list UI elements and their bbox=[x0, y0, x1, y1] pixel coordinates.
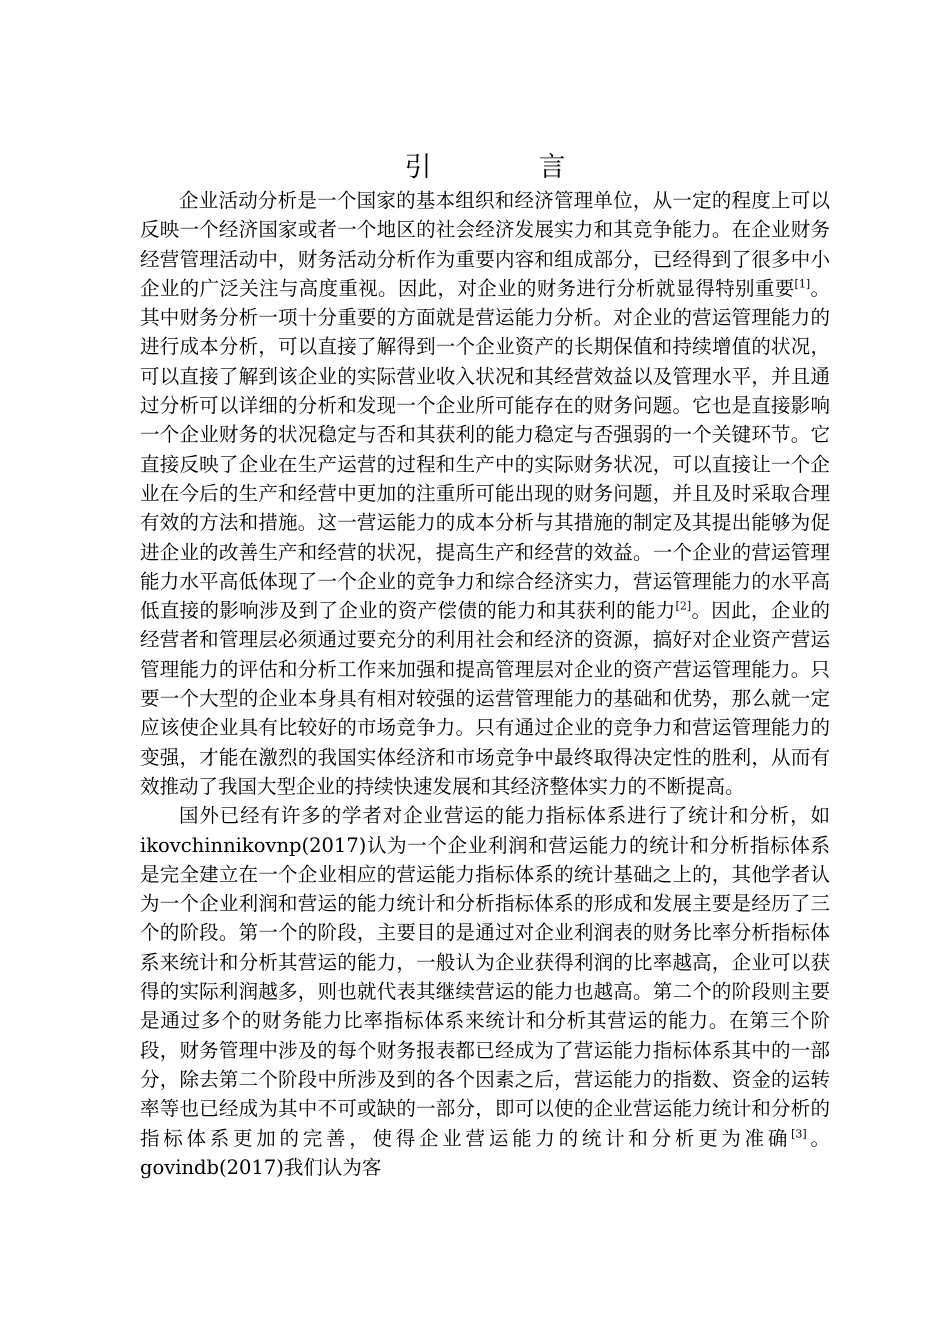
citation: [2] bbox=[675, 599, 692, 613]
document-page bbox=[140, 150, 830, 1182]
paragraph-text: 。其中财务分析一项十分重要的方面就是营运能力分析。对企业的营运管理能力的进行成本分析，可以直接了解得到一个企业资产的长期保值和持续增值的状况，可以直接了解到该企业的实际营业收入状况和其经营效益以及管理水平，并且通过分析可以详细的分析和发现一个企业所可能存在的财务问题。它也是直接影响一个企业财务的状况稳定与否和其获利的能力稳定与否强弱的一个关键环节。它直接反映了企业在生产运营的过程和生产中的实际财务状况，可以直接让一个企业在今后的生产和经营中更加的注重所可能出现的财务问题，并且及时采取合理有效的方法和措施。这一营运能力的成本分析与其措施的制定及其提出能够为促进企业的改善生产和经营的状况，提高生产和经营的效益。一个企业的营运管理能力水平高低体现了一个企业的竞争力和综合经济实力，营运管理能力的水平高低直接的影响涉及到了企业的资产偿债的能力和其获利的能力 bbox=[140, 276, 830, 623]
paragraph-2 bbox=[140, 801, 830, 1182]
citation: [3] bbox=[791, 1127, 807, 1140]
paragraph-text: 。因此，企业的经营者和管理层必须通过要充分的利用社会和经济的资源，搞好对企业资产营运管理能力的评估和分析工作来加强和提高管理层对企业的资产营运管理能力。只要一个大型的企业本身具有相对较强的运营管理能力的基础和优势，那么就一定应该使企业具有比较好的市场竞争力。只有通过企业的竞争力和营运管理能力的变强，才能在激烈的我国实体经济和市场竞争中最终取得决定性的胜利，从而有效推动了我国大型企业的持续快速发展和其经济整体实力的不断提高。 bbox=[140, 599, 830, 798]
paragraph-text: 。govindb(2017)我们认为客 bbox=[140, 1126, 830, 1179]
paragraph-1 bbox=[140, 186, 830, 801]
paragraph-text: 企业活动分析是一个国家的基本组织和经济管理单位，从一定的程度上可以反映一个经济国家或者一个地区的社会经济发展实力和其竞争能力。在企业财务经营管理活动中，财务活动分析作为重要内容和组成部分，已经得到了很多中小企业的广泛关注与高度重视。因此，对企业的财务进行分析就显得特别重要 bbox=[140, 189, 830, 300]
section-title: 引 言 bbox=[404, 152, 606, 183]
paragraph-text: 国外已经有许多的学者对企业营运的能力指标体系进行了统计和分析，如 ikovchinnikovnp(2017)认为一个企业利润和营运能力的统计和分析指标体系是完全建立在一个企业相应的营运能力指标体系的统计基础之上的，其他学者认为一个企业利润和营运的能力统计和分析指标体系的形成和发展主要是经历了三个的阶段。第一个的阶段，主要目的是通过对企业利润表的财务比率分析指标体系来统计和分析其营运的能力，一般认为企业获得利润的比率越高，企业可以获得的实际利润越多，则也就代表其继续营运的能力也越高。第二个的阶段则主要是通过多个的财务能力比率指标体系来统计和分析其营运的能力。在第三个阶段，财务管理中涉及的每个财务报表都已经成为了营运能力指标体系其中的一部分，除去第二个阶段中所涉及到的各个因素之后，营运能力的指数、资金的运转率等也已经成为其中不可或缺的一部分，即可以使的企业营运能力统计和分析的指标体系更加的完善，使得企业营运能力的统计和分析更为准确 bbox=[140, 804, 830, 1150]
citation: [1] bbox=[794, 277, 811, 291]
